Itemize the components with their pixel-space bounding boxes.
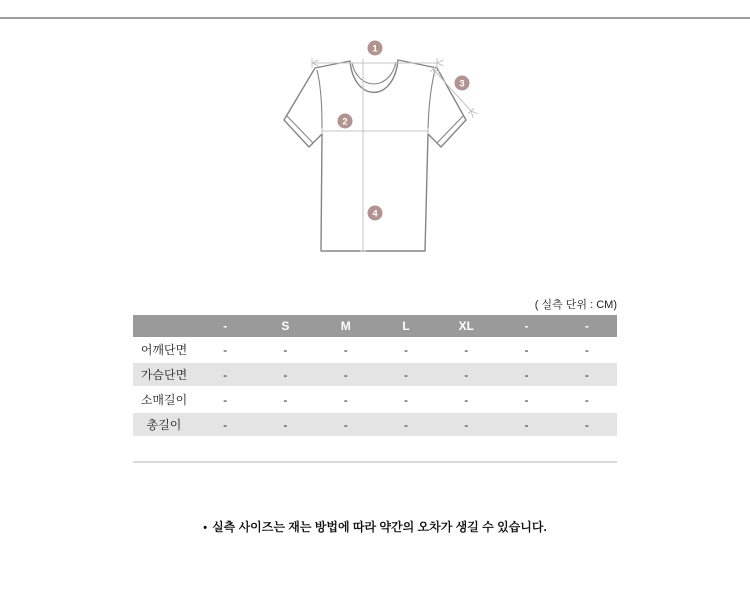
cell-value: - xyxy=(376,412,436,437)
size-col-header: - xyxy=(496,315,556,337)
measure-marker-2 xyxy=(338,114,353,129)
cell-value: - xyxy=(436,362,496,387)
row-label: 가슴단면 xyxy=(133,362,195,387)
cell-value: - xyxy=(496,412,556,437)
cell-value: - xyxy=(403,392,408,407)
cell-value: - xyxy=(195,362,255,387)
cell-value: - xyxy=(255,412,315,437)
top-divider xyxy=(0,17,750,19)
cell-value: - xyxy=(464,392,469,407)
tshirt-measurement-diagram xyxy=(270,35,490,265)
cell-value: - xyxy=(496,362,556,387)
cell-value: - xyxy=(343,392,348,407)
cell-value: - xyxy=(343,342,348,357)
cell-value: - xyxy=(524,392,529,407)
cell-value: - xyxy=(316,362,376,387)
collar-inner-line xyxy=(352,62,396,84)
size-col-header: XL xyxy=(436,315,496,337)
table-bottom-divider xyxy=(133,461,617,463)
row-label: 총길이 xyxy=(133,412,195,437)
cell-value: - xyxy=(223,342,228,357)
measure-marker-1 xyxy=(368,41,383,56)
size-col-header: - xyxy=(557,315,617,337)
cell-value: - xyxy=(255,362,315,387)
table-row-shoulder xyxy=(133,337,617,362)
measurement-unit-note: ( 실측 단위 : CM) xyxy=(534,299,617,311)
tshirt-diagram-svg xyxy=(270,35,490,265)
cell-value: - xyxy=(436,412,496,437)
cell-value: - xyxy=(195,412,255,437)
size-col-header: S xyxy=(255,315,315,337)
row-label: 어깨단면 xyxy=(140,343,188,357)
cell-value: - xyxy=(376,362,436,387)
cell-value: - xyxy=(557,362,617,387)
tshirt-outline xyxy=(284,60,466,251)
table-row-sleeve xyxy=(133,387,617,412)
size-table-corner xyxy=(133,315,195,337)
cell-value: - xyxy=(283,342,288,357)
size-col-header: L xyxy=(376,315,436,337)
size-col-header: M xyxy=(316,315,376,337)
cell-value: - xyxy=(584,342,589,357)
cell-value: - xyxy=(557,412,617,437)
cell-value: - xyxy=(524,342,529,357)
bullet-icon: • xyxy=(203,522,208,534)
table-row-total-length xyxy=(133,412,617,437)
table-row-chest xyxy=(133,362,617,387)
marker-2-number: 2 xyxy=(342,116,348,128)
marker-4-number: 4 xyxy=(372,208,378,220)
cell-value: - xyxy=(283,392,288,407)
measure-marker-3 xyxy=(455,76,470,91)
measurement-footnote xyxy=(0,518,750,535)
measure-marker-4 xyxy=(368,206,383,221)
size-table xyxy=(133,315,617,437)
cell-value: - xyxy=(464,342,469,357)
cell-value: - xyxy=(403,342,408,357)
marker-1-number: 1 xyxy=(372,43,378,55)
size-table-header-row xyxy=(133,315,617,337)
row-label: 소매길이 xyxy=(140,393,188,407)
cell-value: - xyxy=(316,412,376,437)
footnote-text: 실측 사이즈는 재는 방법에 따라 약간의 오차가 생길 수 있습니다. xyxy=(212,520,547,534)
cell-value: - xyxy=(584,392,589,407)
marker-3-number: 3 xyxy=(459,78,465,90)
size-col-header: - xyxy=(195,315,255,337)
cell-value: - xyxy=(223,392,228,407)
